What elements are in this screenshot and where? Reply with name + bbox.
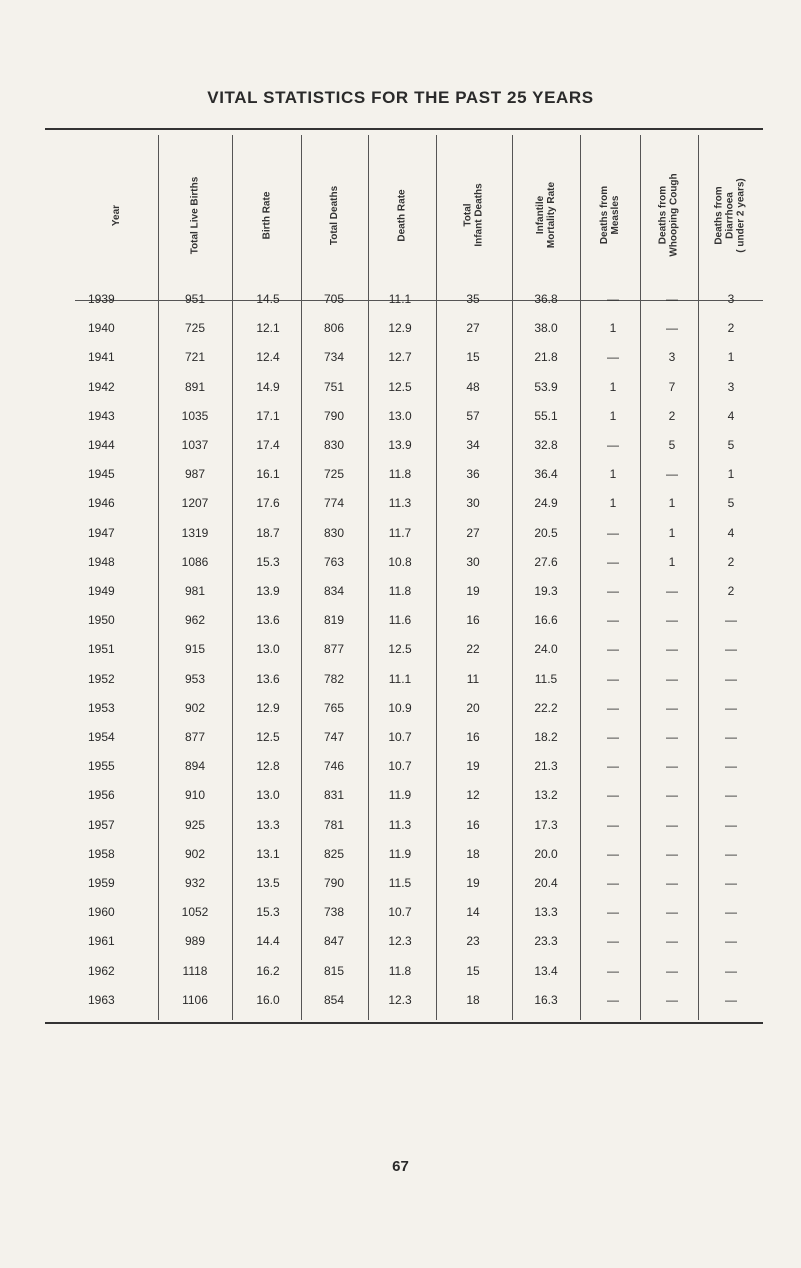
cell-col-year: 1952 [88, 671, 115, 686]
header-label: Total Live Births [189, 176, 201, 254]
cell-col-total-deaths: 790 [323, 408, 345, 423]
cell-col-death-rate: 10.7 [388, 905, 412, 920]
cell-col-deaths-measles: — [607, 292, 619, 306]
cell-col-deaths-whooping-cough: 2 [668, 408, 676, 423]
cell-col-total-infant-deaths: 14 [466, 905, 480, 920]
cell-col-deaths-whooping-cough: 7 [668, 379, 676, 394]
cell-col-deaths-whooping-cough: — [666, 963, 678, 978]
cell-col-deaths-whooping-cough: — [666, 992, 678, 1007]
cell-col-deaths-whooping-cough: — [666, 846, 678, 861]
cell-col-deaths-whooping-cough: 1 [668, 554, 676, 569]
header-col-death-rate [368, 130, 436, 300]
cell-col-birth-rate: 15.3 [256, 554, 280, 569]
cell-col-year: 1955 [88, 759, 115, 774]
cell-col-deaths-measles: — [607, 438, 619, 452]
cell-col-total-infant-deaths: 18 [466, 846, 480, 861]
header-label: Total Infant Deaths [463, 183, 485, 247]
header-label: Deaths from Whooping Cough [658, 173, 680, 257]
cell-col-infantile-mortality-rate: 23.3 [534, 934, 558, 949]
cell-col-year: 1961 [88, 934, 115, 949]
cell-col-death-rate: 11.8 [388, 584, 412, 598]
cell-col-deaths-diarrhoea: — [725, 846, 737, 861]
cell-col-deaths-whooping-cough: — [666, 321, 678, 336]
cell-col-deaths-whooping-cough: — [666, 613, 678, 628]
cell-col-year: 1950 [88, 613, 115, 628]
cell-col-total-deaths: 790 [323, 876, 345, 890]
cell-col-deaths-diarrhoea: — [725, 992, 737, 1007]
cell-col-birth-rate: 14.5 [256, 292, 280, 306]
cell-col-year: 1953 [88, 700, 115, 715]
cell-col-deaths-whooping-cough: — [666, 876, 678, 890]
cell-col-deaths-measles: — [607, 817, 619, 832]
cell-col-total-infant-deaths: 34 [466, 438, 480, 452]
cell-col-birth-rate: 12.1 [256, 321, 280, 336]
cell-col-birth-rate: 13.0 [256, 642, 280, 657]
cell-col-birth-rate: 17.6 [256, 496, 280, 511]
cell-col-year: 1939 [88, 292, 115, 306]
cell-col-infantile-mortality-rate: 21.8 [534, 350, 558, 365]
cell-col-infantile-mortality-rate: 24.0 [534, 642, 558, 657]
cell-col-total-live-births: 1319 [181, 525, 209, 540]
cell-col-total-live-births: 725 [184, 321, 206, 336]
cell-col-infantile-mortality-rate: 11.5 [534, 671, 558, 686]
cell-col-deaths-measles: — [607, 730, 619, 744]
cell-col-death-rate: 12.3 [388, 934, 412, 949]
cell-col-death-rate: 11.9 [388, 846, 412, 861]
cell-col-total-live-births: 987 [184, 467, 206, 482]
cell-col-total-infant-deaths: 12 [466, 788, 480, 803]
cell-col-deaths-measles: — [607, 905, 619, 920]
cell-col-total-live-births: 1052 [181, 905, 209, 920]
cell-col-total-infant-deaths: 27 [466, 525, 480, 540]
cell-col-deaths-measles: — [607, 584, 619, 598]
header-label: Birth Rate [260, 191, 272, 239]
cell-col-death-rate: 10.8 [388, 554, 412, 569]
cell-col-total-infant-deaths: 30 [466, 554, 480, 569]
page-number: 67 [392, 1158, 409, 1175]
cell-col-total-deaths: 825 [323, 846, 345, 861]
cell-col-deaths-diarrhoea: — [725, 963, 737, 978]
cell-col-deaths-whooping-cough: — [666, 934, 678, 949]
header-col-total-deaths [301, 130, 368, 300]
cell-col-infantile-mortality-rate: 13.3 [534, 905, 558, 920]
page-title: VITAL STATISTICS FOR THE PAST 25 YEARS [207, 88, 594, 107]
cell-col-deaths-measles: 1 [609, 408, 617, 423]
cell-col-infantile-mortality-rate: 38.0 [534, 321, 558, 336]
cell-col-death-rate: 10.7 [388, 730, 412, 744]
cell-col-total-infant-deaths: 16 [466, 817, 480, 832]
cell-col-total-infant-deaths: 20 [466, 700, 480, 715]
cell-col-birth-rate: 14.4 [256, 934, 280, 949]
cell-col-birth-rate: 17.1 [256, 408, 280, 423]
cell-col-deaths-diarrhoea: — [725, 642, 737, 657]
cell-col-deaths-whooping-cough: — [666, 642, 678, 657]
cell-col-infantile-mortality-rate: 22.2 [534, 700, 558, 715]
cell-col-deaths-diarrhoea: — [725, 700, 737, 715]
cell-col-death-rate: 11.7 [388, 525, 412, 540]
cell-col-infantile-mortality-rate: 16.6 [534, 613, 558, 628]
cell-col-year: 1945 [88, 467, 115, 482]
cell-col-death-rate: 12.9 [388, 321, 412, 336]
cell-col-birth-rate: 18.7 [256, 525, 280, 540]
cell-col-deaths-diarrhoea: — [725, 730, 737, 744]
cell-col-death-rate: 12.7 [388, 350, 412, 365]
header-label: Year [110, 204, 122, 226]
cell-col-total-live-births: 721 [184, 350, 206, 365]
cell-col-death-rate: 11.5 [388, 876, 412, 890]
cell-col-total-live-births: 902 [184, 846, 206, 861]
cell-col-total-deaths: 831 [323, 788, 345, 803]
cell-col-infantile-mortality-rate: 13.4 [534, 963, 558, 978]
cell-col-birth-rate: 13.5 [256, 876, 280, 890]
cell-col-deaths-diarrhoea: — [725, 671, 737, 686]
cell-col-deaths-whooping-cough: — [666, 817, 678, 832]
cell-col-death-rate: 12.5 [388, 642, 412, 657]
cell-col-total-infant-deaths: 22 [466, 642, 480, 657]
cell-col-total-deaths: 747 [323, 730, 345, 744]
cell-col-birth-rate: 12.4 [256, 350, 280, 365]
cell-col-total-live-births: 891 [184, 379, 206, 394]
cell-col-total-deaths: 847 [323, 934, 345, 949]
cell-col-deaths-measles: 1 [609, 321, 617, 336]
cell-col-deaths-whooping-cough: 1 [668, 525, 676, 540]
cell-col-total-infant-deaths: 30 [466, 496, 480, 511]
cell-col-birth-rate: 16.0 [256, 992, 280, 1007]
cell-col-birth-rate: 13.9 [256, 584, 280, 598]
cell-col-total-infant-deaths: 18 [466, 992, 480, 1007]
cell-col-total-live-births: 989 [184, 934, 206, 949]
cell-col-total-live-births: 877 [184, 730, 206, 744]
cell-col-deaths-whooping-cough: — [666, 788, 678, 803]
cell-col-total-deaths: 734 [323, 350, 345, 365]
cell-col-deaths-diarrhoea: 5 [727, 496, 735, 511]
cell-col-total-live-births: 962 [184, 613, 206, 628]
cell-col-death-rate: 11.9 [388, 788, 412, 803]
cell-col-deaths-measles: — [607, 846, 619, 861]
cell-col-deaths-diarrhoea: 4 [727, 525, 735, 540]
cell-col-deaths-diarrhoea: 2 [727, 321, 735, 336]
header-label: Total Deaths [329, 185, 340, 245]
cell-col-total-live-births: 910 [184, 788, 206, 803]
cell-col-infantile-mortality-rate: 20.0 [534, 846, 558, 861]
cell-col-total-live-births: 1207 [181, 496, 209, 511]
cell-col-year: 1960 [88, 905, 115, 920]
cell-col-year: 1941 [88, 350, 115, 365]
cell-col-deaths-diarrhoea: — [725, 876, 737, 890]
header-label: Deaths from Measles [598, 185, 621, 245]
cell-col-total-deaths: 834 [323, 584, 345, 598]
cell-col-year: 1948 [88, 554, 115, 569]
cell-col-deaths-measles: — [607, 992, 619, 1007]
cell-col-death-rate: 11.3 [388, 817, 412, 832]
cell-col-deaths-whooping-cough: — [666, 730, 678, 744]
cell-col-total-deaths: 738 [323, 905, 345, 920]
cell-col-total-deaths: 830 [323, 525, 345, 540]
cell-col-infantile-mortality-rate: 55.1 [534, 408, 558, 423]
cell-col-deaths-measles: 1 [609, 379, 617, 394]
cell-col-year: 1940 [88, 321, 115, 336]
cell-col-total-infant-deaths: 57 [466, 408, 480, 423]
cell-col-deaths-whooping-cough: — [666, 671, 678, 686]
cell-col-infantile-mortality-rate: 17.3 [534, 817, 558, 832]
cell-col-birth-rate: 13.1 [256, 846, 280, 861]
cell-col-deaths-diarrhoea: 3 [727, 292, 735, 306]
cell-col-deaths-whooping-cough: 1 [668, 496, 676, 511]
cell-col-infantile-mortality-rate: 16.3 [534, 992, 558, 1007]
cell-col-year: 1963 [88, 992, 115, 1007]
cell-col-deaths-diarrhoea: 5 [727, 438, 735, 452]
cell-col-deaths-whooping-cough: — [666, 759, 678, 774]
cell-col-infantile-mortality-rate: 36.8 [534, 292, 558, 306]
cell-col-deaths-whooping-cough: — [666, 467, 678, 482]
header-col-total-infant-deaths [436, 130, 512, 300]
cell-col-birth-rate: 14.9 [256, 379, 280, 394]
cell-col-total-infant-deaths: 16 [466, 613, 480, 628]
cell-col-death-rate: 11.1 [388, 671, 412, 686]
cell-col-total-live-births: 1037 [181, 438, 209, 452]
cell-col-death-rate: 11.8 [388, 963, 412, 978]
cell-col-year: 1954 [88, 730, 115, 744]
header-label: Death Rate [396, 188, 408, 242]
cell-col-infantile-mortality-rate: 19.3 [534, 584, 558, 598]
cell-col-total-live-births: 925 [184, 817, 206, 832]
header-col-year [75, 130, 158, 300]
cell-col-birth-rate: 13.3 [256, 817, 280, 832]
cell-col-year: 1946 [88, 496, 115, 511]
cell-col-infantile-mortality-rate: 20.4 [534, 876, 558, 890]
cell-col-total-deaths: 763 [323, 554, 345, 569]
cell-col-total-deaths: 819 [323, 613, 345, 628]
cell-col-total-deaths: 782 [323, 671, 345, 686]
cell-col-year: 1957 [88, 817, 115, 832]
cell-col-total-deaths: 830 [323, 438, 345, 452]
cell-col-infantile-mortality-rate: 20.5 [534, 525, 558, 540]
cell-col-total-infant-deaths: 35 [466, 292, 480, 306]
cell-col-total-deaths: 746 [323, 759, 345, 774]
cell-col-deaths-diarrhoea: — [725, 759, 737, 774]
cell-col-total-live-births: 915 [184, 642, 206, 657]
cell-col-deaths-diarrhoea: 2 [727, 584, 735, 598]
cell-col-total-live-births: 1086 [181, 554, 209, 569]
cell-col-deaths-measles: — [607, 671, 619, 686]
cell-col-total-deaths: 765 [323, 700, 345, 715]
cell-col-infantile-mortality-rate: 21.3 [534, 759, 558, 774]
cell-col-death-rate: 11.8 [388, 467, 412, 482]
cell-col-deaths-measles: — [607, 876, 619, 890]
cell-col-infantile-mortality-rate: 27.6 [534, 554, 558, 569]
cell-col-total-infant-deaths: 19 [466, 876, 480, 890]
cell-col-deaths-diarrhoea: 4 [727, 408, 735, 423]
cell-col-birth-rate: 15.3 [256, 905, 280, 920]
cell-col-deaths-measles: — [607, 350, 619, 365]
cell-col-year: 1943 [88, 408, 115, 423]
header-col-deaths-measles [580, 130, 640, 300]
cell-col-deaths-diarrhoea: 2 [727, 554, 735, 569]
cell-col-total-deaths: 815 [323, 963, 345, 978]
cell-col-deaths-diarrhoea: — [725, 934, 737, 949]
cell-col-total-infant-deaths: 36 [466, 467, 480, 482]
cell-col-deaths-diarrhoea: 1 [727, 350, 735, 365]
cell-col-year: 1958 [88, 846, 115, 861]
cell-col-deaths-measles: — [607, 934, 619, 949]
cell-col-total-infant-deaths: 15 [466, 963, 480, 978]
cell-col-birth-rate: 13.6 [256, 671, 280, 686]
cell-col-total-live-births: 902 [184, 700, 206, 715]
cell-col-deaths-measles: 1 [609, 467, 617, 482]
cell-col-birth-rate: 12.5 [256, 730, 280, 744]
cell-col-total-live-births: 953 [184, 671, 206, 686]
cell-col-deaths-whooping-cough: — [666, 584, 678, 598]
cell-col-deaths-diarrhoea: — [725, 613, 737, 628]
cell-col-deaths-whooping-cough: 3 [668, 350, 676, 365]
cell-col-deaths-measles: — [607, 613, 619, 628]
cell-col-year: 1944 [88, 438, 115, 452]
cell-col-deaths-measles: — [607, 788, 619, 803]
cell-col-total-infant-deaths: 27 [466, 321, 480, 336]
cell-col-total-live-births: 1035 [181, 408, 209, 423]
header-col-total-live-births [158, 130, 232, 300]
cell-col-deaths-diarrhoea: — [725, 905, 737, 920]
cell-col-infantile-mortality-rate: 53.9 [534, 379, 558, 394]
cell-col-deaths-measles: — [607, 554, 619, 569]
cell-col-birth-rate: 17.4 [256, 438, 280, 452]
cell-col-death-rate: 13.9 [388, 438, 412, 452]
cell-col-total-infant-deaths: 16 [466, 730, 480, 744]
cell-col-year: 1949 [88, 584, 115, 598]
cell-col-birth-rate: 12.9 [256, 700, 280, 715]
cell-col-year: 1959 [88, 876, 115, 890]
cell-col-deaths-whooping-cough: — [666, 292, 678, 306]
cell-col-total-infant-deaths: 48 [466, 379, 480, 394]
cell-col-death-rate: 10.7 [388, 759, 412, 774]
cell-col-deaths-whooping-cough: — [666, 700, 678, 715]
cell-col-total-deaths: 725 [323, 467, 345, 482]
cell-col-infantile-mortality-rate: 32.8 [534, 438, 558, 452]
header-col-deaths-diarrhoea [698, 130, 763, 300]
cell-col-deaths-measles: — [607, 963, 619, 978]
cell-col-birth-rate: 16.1 [256, 467, 280, 482]
cell-col-deaths-whooping-cough: — [666, 905, 678, 920]
cell-col-total-deaths: 877 [323, 642, 345, 657]
header-label: Infantile Mortality Rate [535, 181, 557, 249]
cell-col-deaths-measles: — [607, 759, 619, 774]
cell-col-deaths-measles: 1 [609, 496, 617, 511]
cell-col-total-deaths: 806 [323, 321, 345, 336]
cell-col-total-infant-deaths: 23 [466, 934, 480, 949]
cell-col-deaths-diarrhoea: — [725, 788, 737, 803]
header-label: Deaths from Diarrhoea ( under 2 years) [714, 177, 748, 253]
cell-col-deaths-diarrhoea: 3 [727, 379, 735, 394]
header-col-deaths-whooping-cough [640, 130, 698, 300]
cell-col-total-live-births: 894 [184, 759, 206, 774]
cell-col-total-infant-deaths: 15 [466, 350, 480, 365]
cell-col-total-live-births: 932 [184, 876, 206, 890]
cell-col-year: 1951 [88, 642, 115, 657]
cell-col-total-live-births: 1106 [182, 992, 208, 1007]
cell-col-total-live-births: 1118 [182, 963, 208, 978]
cell-col-year: 1962 [88, 963, 115, 978]
cell-col-year: 1947 [88, 525, 115, 540]
cell-col-deaths-whooping-cough: 5 [668, 438, 676, 452]
cell-col-death-rate: 13.0 [388, 408, 412, 423]
header-col-birth-rate [232, 130, 301, 300]
cell-col-deaths-measles: — [607, 700, 619, 715]
cell-col-total-live-births: 981 [184, 584, 206, 598]
cell-col-year: 1942 [88, 379, 115, 394]
cell-col-birth-rate: 13.6 [256, 613, 280, 628]
table-bottom-rule [45, 1022, 763, 1024]
cell-col-birth-rate: 13.0 [256, 788, 280, 803]
cell-col-total-infant-deaths: 19 [466, 584, 480, 598]
cell-col-death-rate: 11.6 [388, 613, 412, 628]
cell-col-infantile-mortality-rate: 36.4 [534, 467, 558, 482]
cell-col-deaths-diarrhoea: 1 [727, 467, 735, 482]
cell-col-birth-rate: 16.2 [256, 963, 280, 978]
header-col-infantile-mortality-rate [512, 130, 580, 300]
cell-col-death-rate: 11.1 [388, 292, 412, 306]
cell-col-deaths-diarrhoea: — [725, 817, 737, 832]
cell-col-total-deaths: 781 [323, 817, 345, 832]
cell-col-total-deaths: 751 [323, 379, 345, 394]
cell-col-death-rate: 12.5 [388, 379, 412, 394]
cell-col-deaths-measles: — [607, 642, 619, 657]
cell-col-infantile-mortality-rate: 13.2 [534, 788, 558, 803]
cell-col-year: 1956 [88, 788, 115, 803]
cell-col-deaths-measles: — [607, 525, 619, 540]
cell-col-total-infant-deaths: 19 [466, 759, 480, 774]
cell-col-infantile-mortality-rate: 24.9 [534, 496, 558, 511]
cell-col-total-deaths: 705 [323, 292, 345, 306]
cell-col-infantile-mortality-rate: 18.2 [534, 730, 558, 744]
cell-col-death-rate: 10.9 [388, 700, 412, 715]
cell-col-death-rate: 12.3 [388, 992, 412, 1007]
cell-col-total-infant-deaths: 11 [466, 671, 480, 686]
cell-col-total-deaths: 774 [323, 496, 345, 511]
cell-col-death-rate: 11.3 [388, 496, 412, 511]
cell-col-birth-rate: 12.8 [256, 759, 280, 774]
cell-col-total-live-births: 951 [184, 292, 206, 306]
cell-col-total-deaths: 854 [323, 992, 345, 1007]
